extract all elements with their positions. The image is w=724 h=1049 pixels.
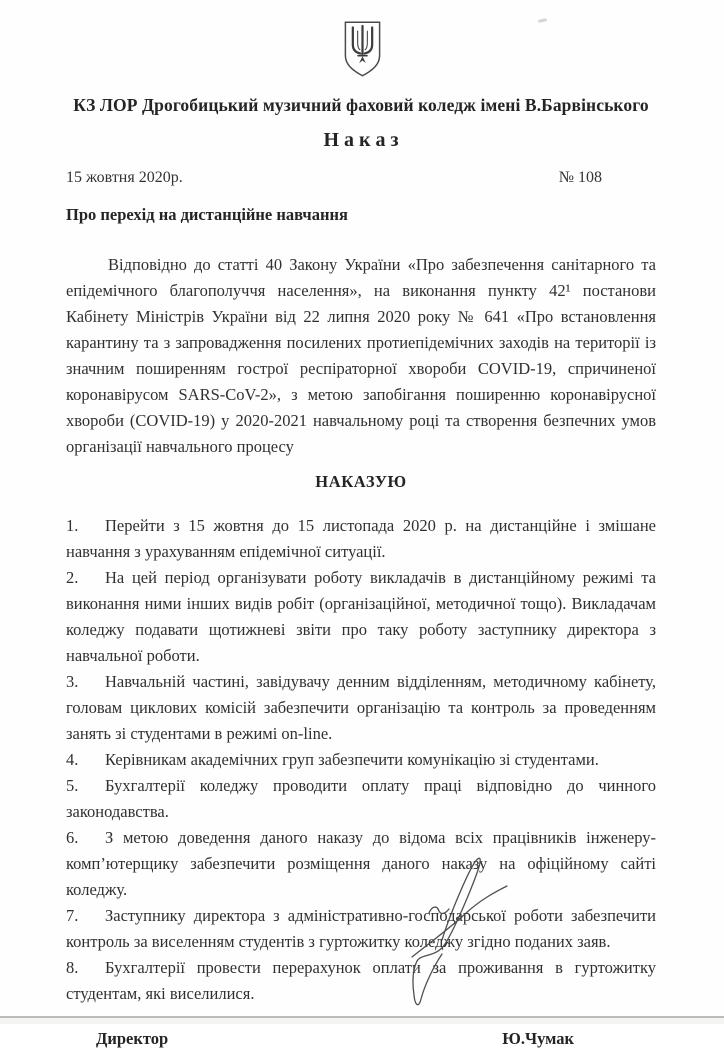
item-text: Навчальній частині, завідувачу денним відділенням, методичному кабінету, головам циклових комісій забезпечити організацію та контроль за проведенням занять зі студентами в режимі on-line. — [66, 672, 656, 743]
signatory-title: Директор — [96, 1029, 169, 1048]
order-item-4 — [66, 747, 656, 773]
item-number: 3. — [66, 672, 79, 691]
document-date: 15 жовтня 2020р. — [66, 169, 183, 186]
order-item-3 — [66, 669, 656, 747]
order-item-2 — [66, 565, 656, 669]
subject-line: Про перехід на дистанційне навчання — [66, 205, 348, 224]
resolution-word: НАКАЗУЮ — [315, 472, 407, 491]
order-item-1 — [66, 513, 656, 565]
item-text: Керівникам академічних груп забезпечити комунікацію зі студентами. — [105, 750, 599, 769]
scan-edge-strip — [0, 1018, 724, 1024]
item-text: На цей період організувати роботу викладачів в дистанційному режимі та виконання ними інших видів робіт (організаційної, методичної тощо). Викладачам коледжу подавати щотижневі звіти про таку роботу заступнику директора з навчальної роботи. — [66, 568, 656, 665]
order-item-6 — [66, 825, 656, 903]
item-text: Перейти з 15 жовтня до 15 листопада 2020 р. на дистанційне і змішане навчання з урахуванням епідемічної ситуації. — [66, 516, 656, 561]
item-number: 6. — [66, 828, 79, 847]
document-type-title: Н а к а з — [323, 129, 399, 151]
item-text: Заступнику директора з адміністративно-господарської роботи забезпечити контроль за виселенням студентів з гуртожитку коледжу згідно поданих заяв. — [66, 906, 656, 951]
item-number: 5. — [66, 776, 79, 795]
meta-row — [66, 169, 656, 187]
order-item-7 — [66, 903, 656, 955]
handwritten-signature — [392, 850, 512, 1015]
order-items-list — [66, 513, 656, 1007]
preamble-paragraph: Відповідно до статті 40 Закону України «Про забезпечення санітарного та епідемічного благополуччя населення», на виконання пункту 42¹ постанови Кабінету Міністрів України від 22 липня 2020 року № 641 «Про встановлення карантину та з запровадження посилених протиепідемічних заходів на території із значним поширенням гострої респіраторної хвороби COVID-19, спричиненої коронавірусом SARS-CoV-2», з метою запобігання поширенню коронавірусної хвороби (COVID-19) у 2020-2021 навчальному році та створення безпечних умов організації навчального процесу — [66, 255, 656, 456]
document-content — [0, 95, 724, 1049]
trident-icon — [340, 20, 385, 78]
signature-block — [66, 1029, 656, 1049]
order-item-8 — [66, 955, 656, 1007]
item-text: Бухгалтерії коледжу проводити оплату праці відповідно до чинного законодавства. — [66, 776, 656, 821]
item-number: 1. — [66, 516, 79, 535]
item-number: 7. — [66, 906, 79, 925]
document-number: № 108 — [558, 169, 602, 186]
signatory-name: Ю.Чумак — [502, 1029, 574, 1048]
ukraine-trident-emblem — [0, 0, 724, 78]
order-item-5 — [66, 773, 656, 825]
item-number: 8. — [66, 958, 79, 977]
item-number: 4. — [66, 750, 79, 769]
item-text: Бухгалтерії провести перерахунок оплати за проживання в гуртожитку студентам, які виселилися. — [66, 958, 656, 1003]
item-text: З метою доведення даного наказу до відома всіх працівників інженеру-комп’ютерщику забезпечити розміщення даного наказу на офіційному сайті коледжу. — [66, 828, 656, 899]
institution-name: КЗ ЛОР Дрогобицький музичний фаховий коледж імені В.Барвінського — [73, 95, 649, 115]
item-number: 2. — [66, 568, 79, 587]
